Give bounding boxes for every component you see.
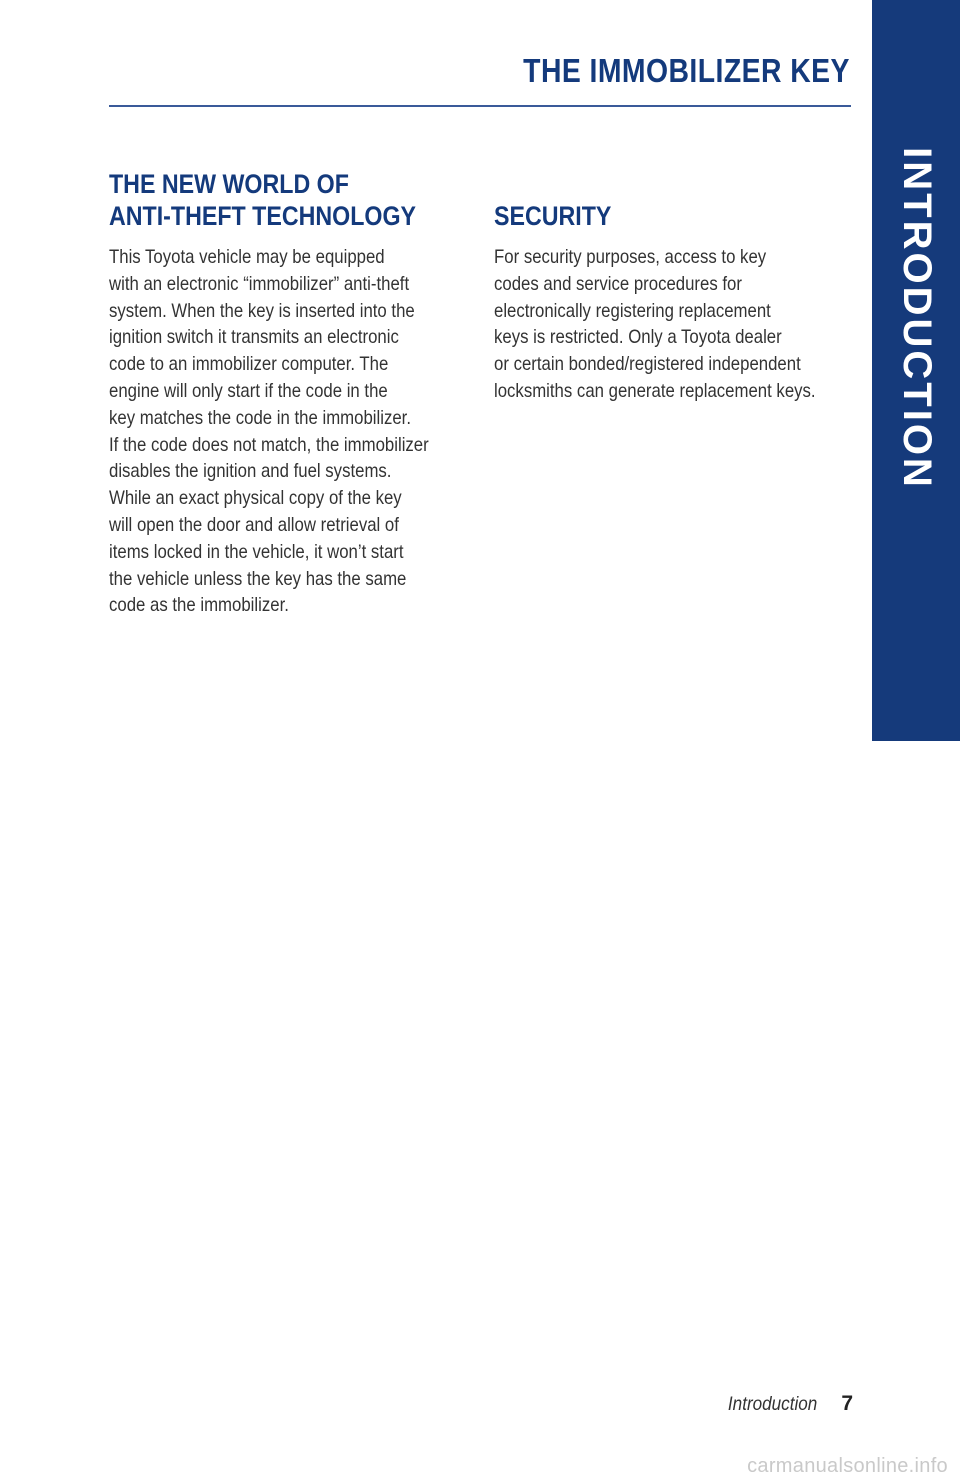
anti-theft-body-line: system. When the key is inserted into the [109, 299, 415, 322]
anti-theft-heading-line-1: THE NEW WORLD OF [109, 169, 349, 199]
security-heading: SECURITY [494, 201, 612, 231]
section-side-tab [872, 0, 960, 741]
anti-theft-heading [109, 168, 417, 232]
footer-page-number: 7 [841, 1392, 853, 1415]
anti-theft-body-line: code to an immobilizer computer. The [109, 353, 389, 376]
anti-theft-body-line: code as the immobilizer. [109, 594, 289, 617]
security-body-line: codes and service procedures for [494, 272, 742, 295]
anti-theft-body-line: key matches the code in the immobilizer. [109, 406, 412, 429]
anti-theft-body-line: disables the ignition and fuel systems. [109, 460, 392, 483]
anti-theft-body-line: ignition switch it transmits an electronic [109, 326, 399, 349]
anti-theft-body-line: will open the door and allow retrieval of [109, 513, 399, 536]
page-header-title: THE IMMOBILIZER KEY [523, 52, 850, 89]
anti-theft-body-line: While an exact physical copy of the key [109, 487, 402, 510]
security-body-line: keys is restricted. Only a Toyota dealer [494, 326, 782, 349]
footer-section-name: Introduction [727, 1394, 818, 1415]
security-section [494, 200, 844, 405]
anti-theft-body-line: This Toyota vehicle may be equipped [109, 246, 385, 268]
anti-theft-heading-line-2: ANTI-THEFT TECHNOLOGY [109, 201, 417, 231]
security-body [494, 244, 842, 405]
anti-theft-section [109, 168, 454, 619]
page-footer [718, 1392, 853, 1416]
header-divider [109, 105, 851, 107]
anti-theft-body-line: engine will only start if the code in the [109, 379, 388, 402]
anti-theft-body-line: with an electronic “immobilizer” anti-theft [109, 272, 410, 295]
security-body-line: electronically registering replacement [494, 299, 771, 322]
watermark: carmanualsonline.info [747, 1455, 948, 1477]
security-body-line: For security purposes, access to key [494, 246, 767, 268]
security-body-line: or certain bonded/registered independent [494, 353, 801, 376]
anti-theft-body-line: items locked in the vehicle, it won’t start [109, 540, 404, 563]
anti-theft-body [109, 244, 457, 619]
anti-theft-body-line: the vehicle unless the key has the same [109, 567, 407, 590]
anti-theft-body-line: If the code does not match, the immobilizer [109, 433, 429, 456]
security-body-line: locksmiths can generate replacement keys. [494, 379, 816, 402]
section-side-tab-label: INTRODUCTION [894, 147, 939, 490]
